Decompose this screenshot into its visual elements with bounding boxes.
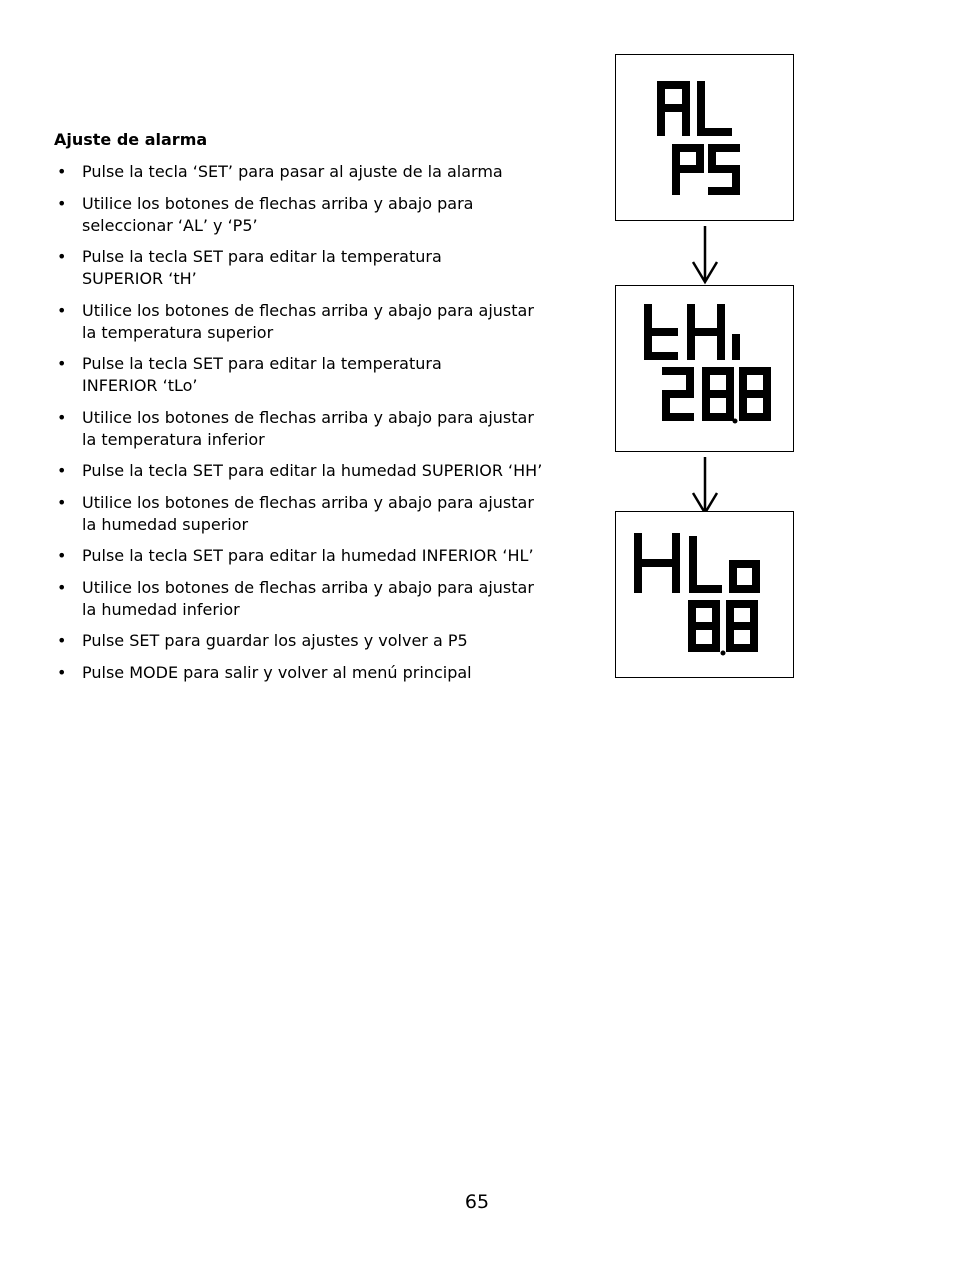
list-item: [54, 460, 594, 482]
lcd-segments-thi-288: [616, 286, 793, 451]
bullet-icon: •: [57, 546, 67, 565]
decimal-point-icon: [721, 651, 726, 656]
list-item: [54, 662, 594, 684]
bullet-icon: •: [57, 407, 67, 427]
list-item: [54, 630, 594, 652]
lcd-display-hlo: [615, 511, 794, 678]
lcd-display-thi: [615, 285, 794, 452]
list-item: [54, 161, 594, 183]
page-number: 65: [464, 1191, 490, 1213]
list-item-text: Pulse la tecla ‘SET’ para pasar al ajuste de la alarma: [82, 162, 503, 181]
bullet-icon: •: [57, 577, 67, 597]
list-item-text: la temperatura inferior: [82, 429, 265, 449]
list-item-text: la humedad superior: [82, 514, 249, 534]
list-item-text: Pulse SET para guardar los ajustes y volver a P5: [82, 631, 468, 650]
list-item: [54, 353, 594, 397]
list-item-text: la humedad inferior: [82, 599, 240, 619]
bullet-icon: •: [57, 162, 67, 181]
list-item-text: Utilice los botones de flechas arriba y abajo para ajustar: [82, 407, 534, 427]
list-item-text: Pulse la tecla SET para editar la temperatura: [82, 247, 442, 266]
bullet-icon: •: [57, 461, 67, 480]
bullet-icon: •: [57, 662, 67, 682]
list-item-text: Pulse la tecla SET para editar la humedad SUPERIOR ‘HH’: [82, 461, 543, 480]
list-item-text: Pulse la tecla SET para editar la temperatura: [82, 354, 442, 373]
lcd-digits-88: [692, 604, 754, 648]
bullet-icon: •: [57, 354, 67, 373]
bullet-icon: •: [57, 631, 67, 650]
list-item-text: INFERIOR ‘tLo’: [82, 376, 198, 395]
list-item: [54, 246, 594, 290]
bullet-icon: •: [57, 247, 67, 266]
list-item: [54, 492, 594, 536]
decimal-point-icon: [733, 419, 738, 424]
list-item: [54, 577, 594, 621]
list-item-text: Utilice los botones de flechas arriba y abajo para ajustar: [82, 492, 534, 512]
list-item-text: seleccionar ‘AL’ y ‘P5’: [82, 215, 258, 235]
lcd-digits-288: [666, 371, 767, 417]
bullet-icon: •: [57, 193, 67, 213]
lcd-digits-hlo: [638, 537, 756, 589]
lcd-segments-al-p5: [616, 55, 793, 220]
list-item: [54, 545, 594, 567]
list-item: [54, 300, 594, 344]
lcd-digits-p5: [676, 148, 736, 191]
list-item: [54, 407, 594, 451]
list-item-text: la temperatura superior: [82, 322, 274, 342]
list-item-text: Pulse la tecla SET para editar la humedad INFERIOR ‘HL’: [82, 546, 534, 565]
list-item: [54, 193, 594, 237]
lcd-digits-thi: [648, 308, 736, 356]
list-item-text: Pulse MODE para salir y volver al menú principal: [82, 662, 472, 682]
arrow-down-icon: [690, 455, 720, 517]
arrow-down-icon: [690, 224, 720, 286]
lcd-display-alarm-p5: [615, 54, 794, 221]
instruction-list: [54, 161, 594, 693]
list-item-text: Utilice los botones de flechas arriba y abajo para: [82, 193, 474, 213]
list-item-text: Utilice los botones de flechas arriba y abajo para ajustar: [82, 300, 534, 320]
list-item-text: Utilice los botones de flechas arriba y abajo para ajustar: [82, 577, 534, 597]
bullet-icon: •: [57, 300, 67, 320]
bullet-icon: •: [57, 492, 67, 512]
lcd-segments-hlo-88: [616, 512, 793, 677]
section-heading: Ajuste de alarma: [54, 130, 208, 149]
lcd-digits-al: [661, 85, 728, 132]
list-item-text: SUPERIOR ‘tH’: [82, 269, 197, 288]
